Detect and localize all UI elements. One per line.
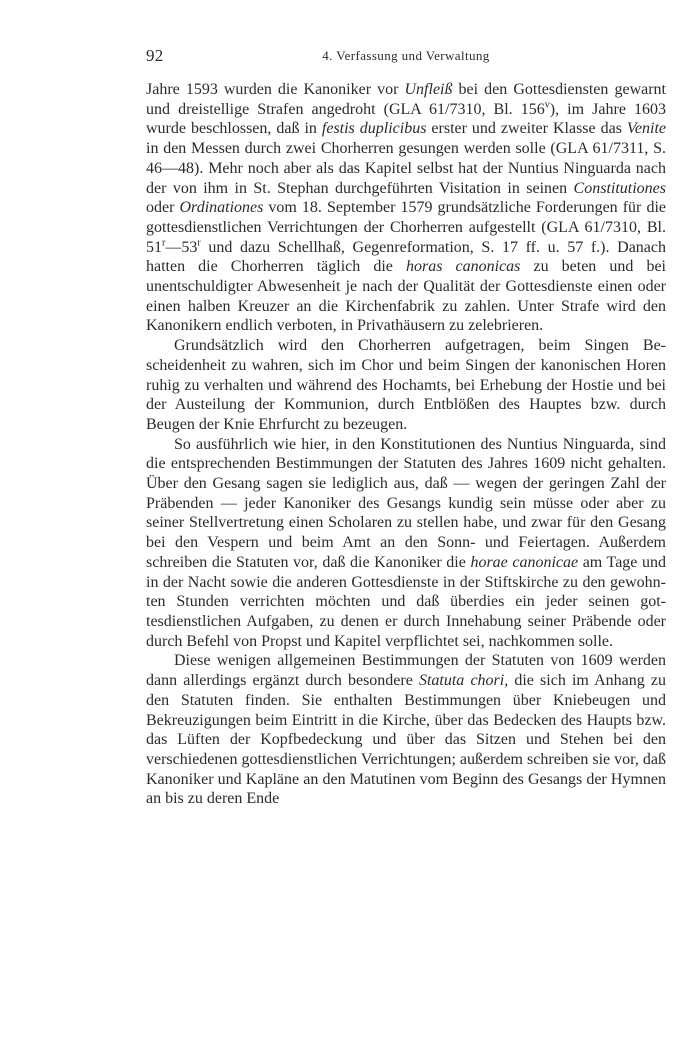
italic-term: Ordinationes (179, 199, 264, 217)
text-run: Jahre 1593 wurden die Kanoniker vor (146, 81, 405, 98)
italic-term: Constitutiones (573, 179, 666, 197)
text-run: und dazu Schellhaß, Gegenreformation, S. 17 ff. u. 57 f.). Danach hatten die Chorherren täglich die (146, 238, 666, 276)
superscript: r (197, 237, 201, 249)
paragraph (146, 435, 666, 652)
running-head (146, 46, 666, 68)
page-number: 92 (146, 46, 164, 65)
text-run: erster und zweiter Klasse das (426, 120, 627, 138)
text-run: zu beten und bei unentschuldigter Abwesenheit je nach der Qualität der Gottesdienste einen oder einen halben Kreuzer an die Kirchenfabrik zu zahlen. Unter Strafe wird den Kanonikern endlich verboten, in Privathäusern zu zelebrieren. (146, 258, 666, 335)
italic-term: horae canonicae (470, 553, 579, 571)
italic-term: festis duplicibus (321, 120, 427, 138)
italic-term: Venite (626, 120, 667, 138)
paragraph (146, 336, 666, 435)
text-run: die sich im Anhang zu den Statuten finden. Sie enthalten Bestimmungen über Kniebeugen und Bekreuzigungen beim Eintritt in die Kirche, über das Bedecken des Haupts bzw. das Lüften der Kopfbedeckung und über das Sitzen und Stehen bei den verschiedenen gottesdienstlichen Verrichtungen; außerdem schreiben sie vor, daß Kanoniker und Kapläne an den Matutinen vom Beginn des Gesangs der Hymnen an bis zu deren Ende (146, 672, 666, 808)
paragraph (146, 651, 666, 809)
text-run: bei den Gottesdiensten gewarnt und dreistellige Strafen angedroht (GLA 61/7310, Bl. 156 (146, 81, 666, 118)
text-run: Grundsätzlich wird den Chorherren aufgetragen, beim Singen Bescheidenheit zu wahren, sich im Chor und beim Singen der kanonischen Horen ruhig zu verhalten und während des Hochamts, bei Erhebung der Hostie und bei der Austeilung der Kommunion, durch Entblößen des Hauptes bzw. durch Beugen der Knie Ehrfurcht zu bezeugen. (146, 337, 666, 433)
text-run: So ausführlich wie hier, in den Konstitutionen des Nuntius Ninguarda, sind die entsprechenden Bestimmungen der Statuten des Jahres 1609 nicht gehalten. Über den Gesang sagen sie lediglich aus, daß — wegen der geringen Zahl der Präbenden — jeder Kanoniker des Gesangs kundig sein müsse oder aber zu seiner Stellvertretung einen Scholaren zu stellen habe, und zwar für den Gesang bei den Vespern und beim Amt an den Sonn- und Feiertagen. Außerdem schreiben die Statuten vor, daß die Kanoniker die (146, 435, 666, 571)
text-run: vom 18. September 1579 grundsätzliche Forderungen für die gottesdienstlichen Verrichtungen der Chorherren aufgestellt (GLA 61/7310, Bl. 51 (146, 199, 666, 256)
italic-term: horas canonicas (405, 258, 521, 276)
text-run: am Tage und in der Nacht sowie die anderen Gottesdienste in der Stiftskirche zu den gewohnten Stunden verrichten möchten und daß überdies ein jeder seinen gottesdienstlichen Aufgaben, zu denen er durch Innehabung seiner Präbende oder durch Befehl von Propst und Kapitel verpflichtet sei, nachkommen solle. (146, 553, 667, 650)
text-run: Diese wenigen allgemeinen Bestimmungen der Statuten von 1609 werden dann allerdings ergänzt durch besondere (146, 652, 666, 690)
paragraph (146, 80, 666, 336)
text-run: ), im Jahre 1603 wurde beschlossen, daß in (146, 100, 666, 138)
italic-term: Unfleiß (404, 81, 453, 98)
superscript: r (162, 237, 166, 249)
text-run: oder (146, 199, 180, 217)
section-title: 4. Verfassung und Verwaltung (322, 48, 490, 63)
text-run: in den Messen durch zwei Chorherren gesungen werden solle (GLA 61/7311, S. 46—48). Mehr noch aber als das Kapitel selbst hat der Nuntius Ninguarda nach der von ihm in St. Stephan durchgeführten Visitation in seinen (146, 140, 666, 197)
text-run: —53 (165, 238, 198, 256)
superscript: v (544, 99, 550, 111)
body-text (146, 80, 666, 809)
italic-term: Statuta chori, (418, 672, 509, 690)
